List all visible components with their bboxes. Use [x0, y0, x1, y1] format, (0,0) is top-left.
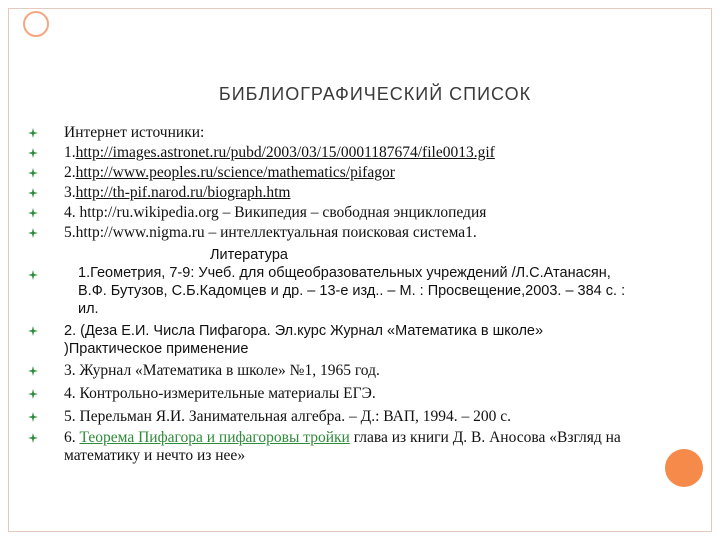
source-link-peoples[interactable]: http://www.peoples.ru/science/mathematics/pifagor [75, 164, 395, 181]
bullet-icon [28, 168, 38, 178]
bullet-icon [28, 148, 38, 158]
bullet-icon [28, 412, 38, 422]
list-item: Интернет источники: [28, 124, 668, 142]
list-item: 3. Журнал «Математика в школе» №1, 1965 год. [28, 362, 668, 380]
list-item: 2.http://www.peoples.ru/science/mathematics/pifagor [28, 164, 668, 182]
bullet-icon [28, 270, 38, 280]
decorative-circle-bottom [665, 449, 703, 487]
list-item: 6. Теорема Пифагора и пифагоровы тройки глава из книги Д. В. Аносова «Взгляд на математику и нечто из нее» [28, 429, 668, 465]
decorative-circle-top [23, 11, 49, 37]
source-link-astronet[interactable]: http://images.astronet.ru/pubd/2003/03/15/0001187674/file0013.gif [75, 144, 495, 161]
source-link-narod[interactable]: http://th-pif.narod.ru/biograph.htm [75, 184, 291, 201]
list-item: 5. Перельман Я.И. Занимательная алгебра. – Д.: ВАП, 1994. – 200 с. [28, 408, 668, 426]
bullet-icon [28, 433, 38, 443]
list-item: 5.http://www.nigma.ru – интеллектуальная поисковая система1. [28, 224, 668, 242]
bullet-icon [28, 228, 38, 238]
bullet-icon [28, 208, 38, 218]
bullet-icon [28, 326, 38, 336]
list-item: 4. Контрольно-измерительные материалы ЕГЭ. [28, 385, 668, 403]
bullet-icon [28, 128, 38, 138]
list-item: Литература 1.Геометрия, 7-9: Учеб. для общеобразовательных учреждений /Л.С.Атанасян, В.Ф. Бутузов, С.Б.Кадомцев и др. – 13-е изд.. – М. : Просвещение,2003. – 384 с. : ил. [28, 246, 668, 318]
list-item: 2. (Деза Е.И. Числа Пифагора. Эл.курс Журнал «Математика в школе» )Практическое применение [28, 322, 668, 358]
section-heading: Литература [210, 247, 288, 263]
list-item: 4. http://ru.wikipedia.org – Википедия – свободная энциклопедия [28, 204, 668, 222]
bullet-icon [28, 366, 38, 376]
list-item: 1.http://images.astronet.ru/pubd/2003/03/15/0001187674/file0013.gif [28, 144, 668, 162]
bibliography-list [28, 124, 668, 465]
bullet-icon [28, 389, 38, 399]
bullet-icon [28, 188, 38, 198]
page-title: БИБЛИОГРАФИЧЕСКИЙ СПИСОК [218, 84, 532, 104]
list-item: 3.http://th-pif.narod.ru/biograph.htm [28, 184, 668, 202]
pythagoras-triples-link[interactable]: Теорема Пифагора и пифагоровы тройки [79, 429, 350, 446]
